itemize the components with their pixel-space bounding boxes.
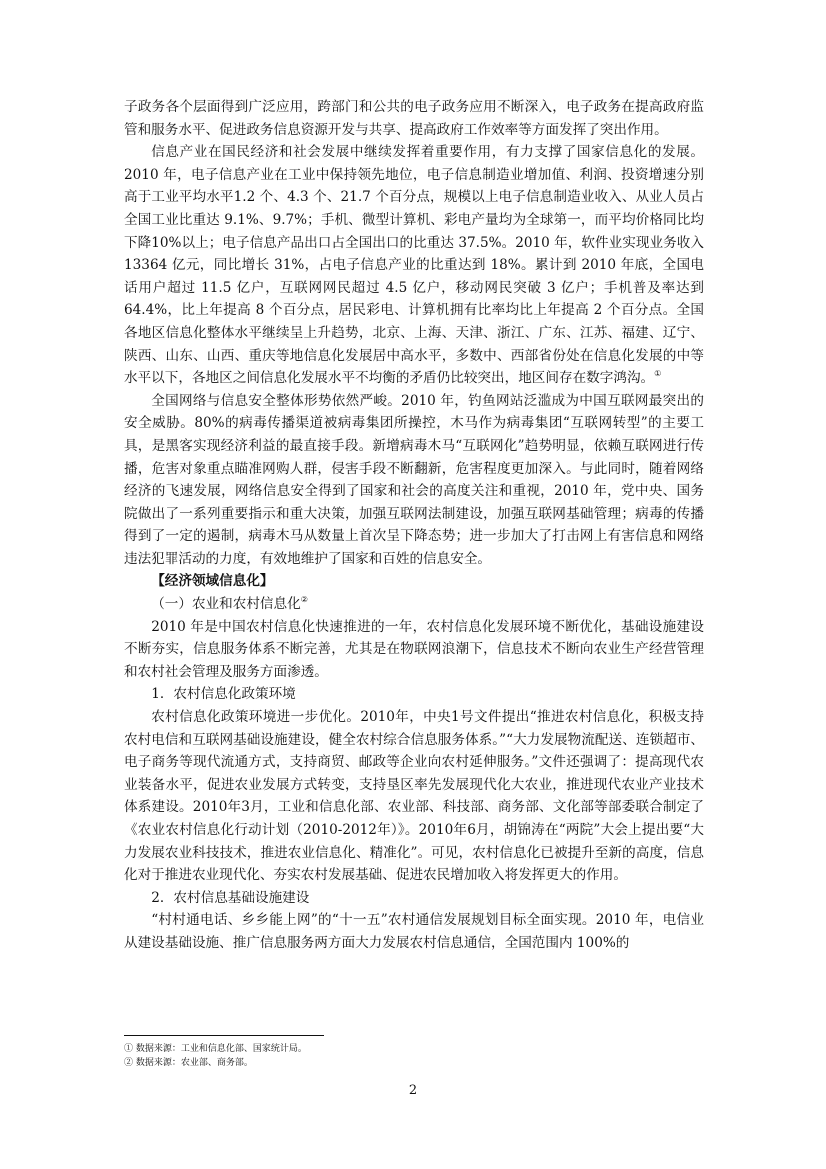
paragraph-rural-intro: 2010 年是中国农村信息化快速推进的一年，农村信息化发展环境不断优化，基础设施建设不断夯实，信息服务体系不断完善，尤其是在物联网浪潮下，信息技术不断向农业生产经营管理和农村社会管理及服务方面渗透。 (124, 618, 704, 680)
footnote-ref-1[interactable]: ① (654, 369, 662, 379)
footnote-1: ① 数据来源：工业和信息化部、国家统计局。 (124, 1044, 307, 1054)
footnote-divider (124, 1035, 324, 1036)
footnotes (124, 1042, 704, 1070)
subsection-heading-agriculture-text: （一）农业和农村信息化 (151, 596, 301, 613)
item-heading-infrastructure: 2．农村信息基础设施建设 (151, 889, 310, 906)
body-text (124, 96, 704, 955)
paragraph-network-security: 全国网络与信息安全整体形势依然严峻。2010 年，钓鱼网站泛滥成为中国互联网最突出的安全威胁。80%的病毒传播渠道被病毒集团所操控，木马作为病毒集团“互联网转型”的主要工具，是黑客实现经济利益的最直接手段。新增病毒木马“互联网化”趋势明显，依赖互联网进行传播，危害对象重点瞄准网购人群，侵害手段不断翻新，危害程度更加深入。与此同时，随着网络经济的飞速发展，网络信息安全得到了国家和社会的高度关注和重视，2010 年，党中央、国务院做出了一系列重要指示和重大决策，加强互联网法制建设，加强互联网基础管理；病毒的传播得到了一定的遏制，病毒木马从数量上首次呈下降态势；进一步加大了打击网上有害信息和网络违法犯罪活动的力度，有效地维护了国家和百姓的信息安全。 (124, 392, 704, 567)
page-number: 2 (408, 1083, 418, 1098)
paragraph-egov-continued: 子政务各个层面得到广泛应用，跨部门和公共的电子政务应用不断深入，电子政务在提高政府监管和服务水平、促进政务信息资源开发与共享、提高政府工作效率等方面发挥了突出作用。 (124, 99, 704, 138)
paragraph-info-industry (124, 141, 704, 390)
paragraph-policy: 农村信息化政策环境进一步优化。2010年，中央1号文件提出“推进农村信息化，积极支持农村电信和互联网基础设施建设，健全农村综合信息服务体系。”“大力发展物流配送、连锁超市、电子商务等现代流通方式，支持商贸、邮政等企业向农村延伸服务。”文件还强调了：提高现代农业装备水平，促进农业发展方式转变，支持垦区率先发展现代化大农业，推进现代农业产业技术体系建设。2010年3月，工业和信息化部、农业部、科技部、商务部、文化部等部委联合制定了《农业农村信息化行动计划（2010-2012年）》。2010年6月，胡锦涛在“两院”大会上提出要“大力发展农业科技技术，推进农业信息化、精准化”。可见，农村信息化已被提升至新的高度，信息化对于推进农业现代化、夯实农村发展基础、促进农民增加收入将发挥更大的作用。 (124, 709, 704, 884)
footnote-ref-2[interactable]: ② (300, 595, 308, 605)
section-heading-economic: 【经济领域信息化】 (151, 573, 274, 590)
item-heading-policy: 1．农村信息化政策环境 (151, 686, 296, 703)
footnote-2: ② 数据来源：农业部、商务部。 (124, 1058, 253, 1068)
subsection-heading-agriculture (124, 593, 704, 616)
paragraph-info-industry-text: 信息产业在国民经济和社会发展中继续发挥着重要作用，有力支撑了国家信息化的发展。2010 年，电子信息产业在工业中保持领先地位，电子信息制造业增加值、利润、投资增速分别高于工业平均水平1.2 个、4.3 个、21.7 个百分点，规模以上电子信息制造业收入、从业人员占全国工业比重达 9.1%、9.7%；手机、微型计算机、彩电产量均为全球第一，而平均价格同比均下降10%以上；电子信息产品出口占全国出口的比重达 37.5%。2010 年，软件业实现业务收入13364 亿元，同比增长 31%，占电子信息产业的比重达到 18%。累计到 2010 年底，全国电话用户超过 11.5 亿户，互联网网民超过 4.5 亿户，移动网民突破 3 亿户；手机普及率达到64.4%，比上年提高 8 个百分点，居民彩电、计算机拥有比率均比上年提高 2 个百分点。全国各地区信息化整体水平继续呈上升趋势，北京、上海、天津、浙江、广东、江苏、福建、辽宁、陕西、山东、山西、重庆等地信息化发展居中高水平，多数中、西部省份处在信息化发展的中等水平以下，各地区之间信息化发展水平不均衡的矛盾仍比较突出，地区间存在数字鸿沟。 (124, 144, 704, 387)
paragraph-infrastructure: “村村通电话、乡乡能上网”的“十一五”农村通信发展规划目标全面实现。2010 年，电信业从建设基础设施、推广信息服务两方面大力发展农村信息通信，全国范围内 100%的 (124, 912, 704, 951)
